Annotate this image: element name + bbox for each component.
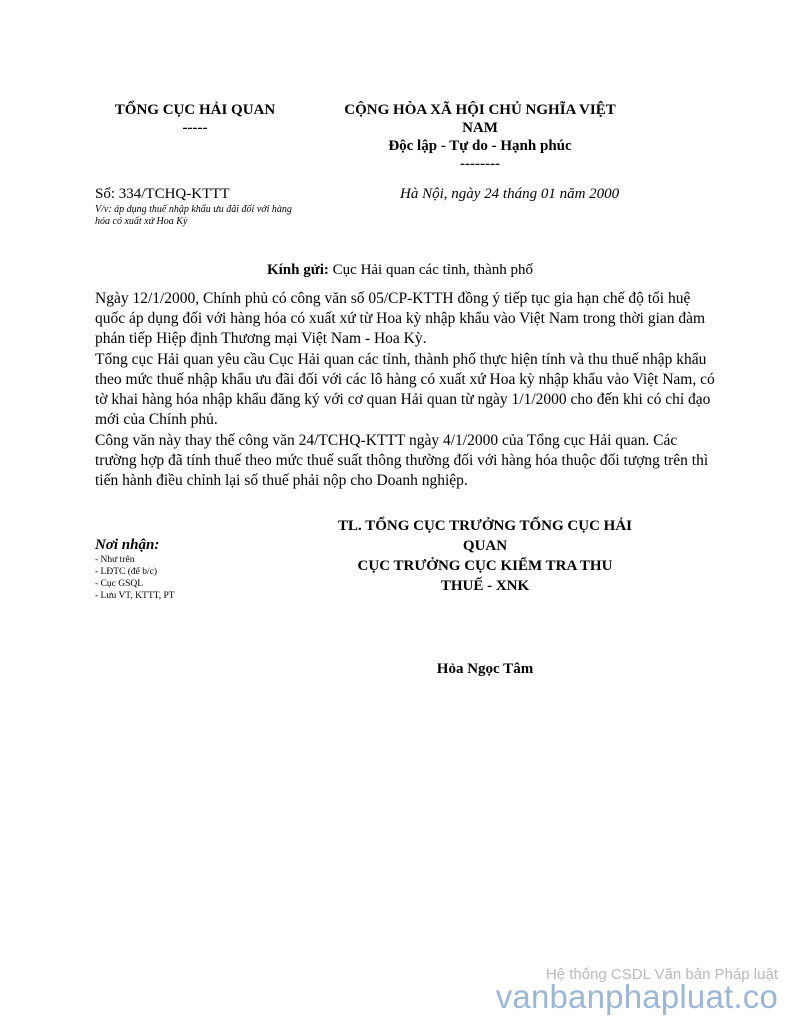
signature-block: [330, 516, 640, 596]
agency-header: [100, 101, 290, 137]
recipient-item: - LĐTC (để b/c): [95, 567, 157, 577]
country-name-line1: CỘNG HÒA XÃ HỘI CHỦ NGHĨA VIỆT: [344, 102, 616, 118]
body-paragraph-3: Công văn này thay thế công văn 24/TCHQ-KTTT ngày 4/1/2000 của Tổng cục Hải quan. Các trường hợp đã tính thuế theo mức thuế suất thông thường đối với hàng hóa thuộc đối tượng trên thì tiến hành điều chỉnh lại số thuế phải nộp cho Doanh nghiệp.: [95, 432, 709, 489]
body-paragraph-2: Tổng cục Hải quan yêu cầu Cục Hải quan các tỉnh, thành phố thực hiện tính và thu thuế nhập khẩu theo mức thuế nhập khẩu ưu đãi đối với các lô hàng có xuất xứ Hoa kỳ nhập khẩu vào Việt Nam, có tờ khai hàng hóa nhập khẩu đăng ký với cơ quan Hải quan từ ngày 1/1/2000 cho đến khi có chỉ đạo mới của Chính phủ.: [95, 351, 715, 428]
document-subject: [95, 204, 310, 228]
country-name-line2: NAM: [462, 120, 498, 136]
agency-divider: -----: [182, 120, 208, 136]
subject-line1: V/v: áp dụng thuế nhập khẩu ưu đãi đối với hàng: [95, 204, 292, 215]
body-paragraph-1: Ngày 12/1/2000, Chính phủ có công văn số 05/CP-KTTH đồng ý tiếp tục gia hạn chế độ tối huệ quốc áp dụng đối với hàng hóa có xuất xứ từ Hoa kỳ nhập khẩu vào Việt Nam trong thời gian đàm phán tiếp Hiệp định Thương mại Việt Nam - Hoa Kỳ.: [95, 290, 706, 347]
recipients-block: [95, 536, 175, 602]
recipient-item: - Lưu VT, KTTT, PT: [95, 591, 175, 601]
document-number: Số: 334/TCHQ-KTTT: [95, 186, 230, 202]
addressee-label: Kính gửi:: [266, 262, 329, 278]
document-dateline: Hà Nội, ngày 24 tháng 01 năm 2000: [400, 186, 620, 202]
recipients-title: Nơi nhận:: [95, 537, 160, 553]
recipient-item: - Như trên: [95, 555, 135, 565]
motto-divider: --------: [460, 156, 500, 172]
signature-title-line3: CỤC TRƯỞNG CỤC KIỂM TRA THU: [357, 558, 613, 574]
watermark-caption: Hệ thống CSDL Văn bản Pháp luật: [545, 966, 778, 983]
addressee-line: [0, 262, 800, 279]
national-motto: Độc lập - Tự do - Hạnh phúc: [388, 138, 572, 154]
recipient-item: - Cục GSQL: [95, 579, 144, 589]
signer-name: Hỏa Ngọc Tâm: [436, 661, 534, 677]
addressee-value: Cục Hải quan các tỉnh, thành phố: [328, 262, 534, 278]
signature-title-line1: TL. TỔNG CỤC TRƯỞNG TỔNG CỤC HẢI: [337, 518, 633, 534]
national-header: [330, 101, 630, 173]
subject-line2: hóa có xuất xứ Hoa Kỳ: [95, 216, 188, 227]
signature-title-line2: QUAN: [462, 538, 508, 554]
watermark-site: vanbanphapluat.co: [495, 978, 778, 1015]
agency-name: TỔNG CỤC HẢI QUAN: [114, 102, 276, 118]
signature-title-line4: THUẾ - XNK: [440, 578, 530, 594]
